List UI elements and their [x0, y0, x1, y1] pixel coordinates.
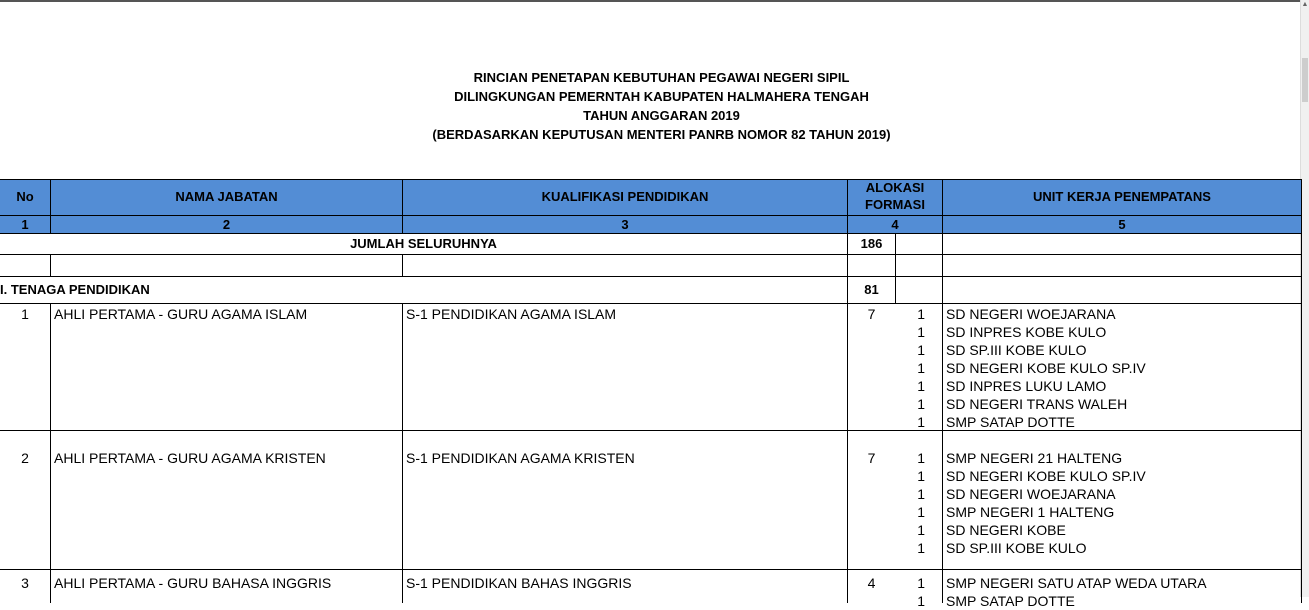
- header-nama-jabatan: NAMA JABATAN: [175, 189, 278, 204]
- unit-name: SMP NEGERI 21 HALTENG: [946, 450, 1123, 466]
- header-no: No: [16, 189, 34, 204]
- unit-name: SD SP.III KOBE KULO: [946, 540, 1087, 556]
- document-title: [0, 68, 1309, 144]
- unit-name: SD SP.III KOBE KULO: [946, 342, 1087, 358]
- unit-qty: 1: [917, 396, 925, 412]
- unit-name: SMP SATAP DOTTE: [946, 593, 1075, 609]
- scroll-up-icon[interactable]: ▲: [1301, 1, 1309, 8]
- row-1-jabatan: AHLI PERTAMA - GURU AGAMA ISLAM: [54, 306, 308, 322]
- section-value: 81: [864, 282, 879, 297]
- section-label: I. TENAGA PENDIDIKAN: [0, 282, 150, 297]
- header-unit-kerja: UNIT KERJA PENEMPATANS: [1033, 189, 1211, 204]
- row-3-qty-list: [896, 574, 925, 610]
- row-3-jabatan: AHLI PERTAMA - GURU BAHASA INGGRIS: [54, 575, 332, 591]
- unit-qty: 1: [917, 414, 925, 430]
- title-line-1: RINCIAN PENETAPAN KEBUTUHAN PEGAWAI NEGERI SIPIL: [473, 70, 850, 85]
- unit-qty: 1: [917, 378, 925, 394]
- unit-name: SD INPRES LUKU LAMO: [946, 378, 1107, 394]
- colnum-4: 4: [891, 217, 899, 232]
- unit-qty: 1: [917, 360, 925, 376]
- header-kualifikasi: KUALIFIKASI PENDIDIKAN: [541, 189, 709, 204]
- unit-qty: 1: [917, 593, 925, 609]
- unit-name: SD NEGERI KOBE KULO SP.IV: [946, 360, 1146, 376]
- row-3-no: 3: [21, 575, 29, 591]
- unit-name: SD NEGERI TRANS WALEH: [946, 396, 1128, 412]
- unit-qty: 1: [917, 306, 925, 322]
- colnum-2: 2: [222, 217, 231, 232]
- row-2-jabatan: AHLI PERTAMA - GURU AGAMA KRISTEN: [54, 450, 326, 466]
- unit-qty: 1: [917, 504, 925, 520]
- title-line-3: TAHUN ANGGARAN 2019: [583, 108, 740, 123]
- unit-name: SD NEGERI WOEJARANA: [946, 486, 1116, 502]
- title-line-2: DILINGKUNGAN PEMERNTAH KABUPATEN HALMAHERA TENGAH: [454, 89, 869, 104]
- row-2-alokasi: 7: [867, 450, 876, 466]
- title-line-4: (BERDASARKAN KEPUTUSAN MENTERI PANRB NOMOR 82 TAHUN 2019): [432, 127, 891, 142]
- row-1-unit-list: [946, 305, 1146, 431]
- colnum-5: 5: [1118, 217, 1126, 232]
- unit-name: SD NEGERI WOEJARANA: [946, 306, 1116, 322]
- row-2-qty-list: [896, 449, 925, 557]
- header-alokasi-formasi: [848, 179, 942, 213]
- row-3-kualifikasi: S-1 PENDIDIKAN BAHAS INGGRIS: [406, 575, 632, 591]
- row-2-unit-list: [946, 449, 1146, 557]
- total-value: 186: [860, 236, 883, 251]
- header-alokasi-line-1: ALOKASI: [865, 180, 925, 195]
- row-1-no: 1: [21, 306, 29, 322]
- unit-name: SD INPRES KOBE KULO: [946, 324, 1107, 340]
- unit-name: SMP NEGERI 1 HALTENG: [946, 504, 1115, 520]
- row-1-qty-list: [896, 305, 925, 431]
- unit-qty: 1: [917, 540, 925, 556]
- unit-name: SMP SATAP DOTTE: [946, 414, 1075, 430]
- row-1-kualifikasi: S-1 PENDIDIKAN AGAMA ISLAM: [406, 306, 617, 322]
- unit-name: SMP NEGERI SATU ATAP WEDA UTARA: [946, 575, 1207, 591]
- unit-qty: 1: [917, 450, 925, 466]
- colnum-3: 3: [621, 217, 629, 232]
- unit-qty: 1: [917, 324, 925, 340]
- row-1-alokasi: 7: [867, 306, 876, 322]
- unit-qty: 1: [917, 575, 925, 591]
- unit-qty: 1: [917, 342, 925, 358]
- unit-qty: 1: [917, 522, 925, 538]
- unit-name: SD NEGERI KOBE: [946, 522, 1066, 538]
- unit-qty: 1: [917, 468, 925, 484]
- unit-qty: 1: [917, 486, 925, 502]
- row-3-alokasi: 4: [867, 575, 876, 591]
- colnum-1: 1: [21, 217, 29, 232]
- row-2-kualifikasi: S-1 PENDIDIKAN AGAMA KRISTEN: [406, 450, 635, 466]
- total-label: JUMLAH SELURUHNYA: [350, 236, 497, 251]
- row-3-unit-list: [946, 574, 1207, 610]
- header-alokasi-line-2: FORMASI: [865, 197, 925, 212]
- unit-name: SD NEGERI KOBE KULO SP.IV: [946, 468, 1146, 484]
- row-2-no: 2: [21, 450, 29, 466]
- top-border: [0, 0, 1300, 2]
